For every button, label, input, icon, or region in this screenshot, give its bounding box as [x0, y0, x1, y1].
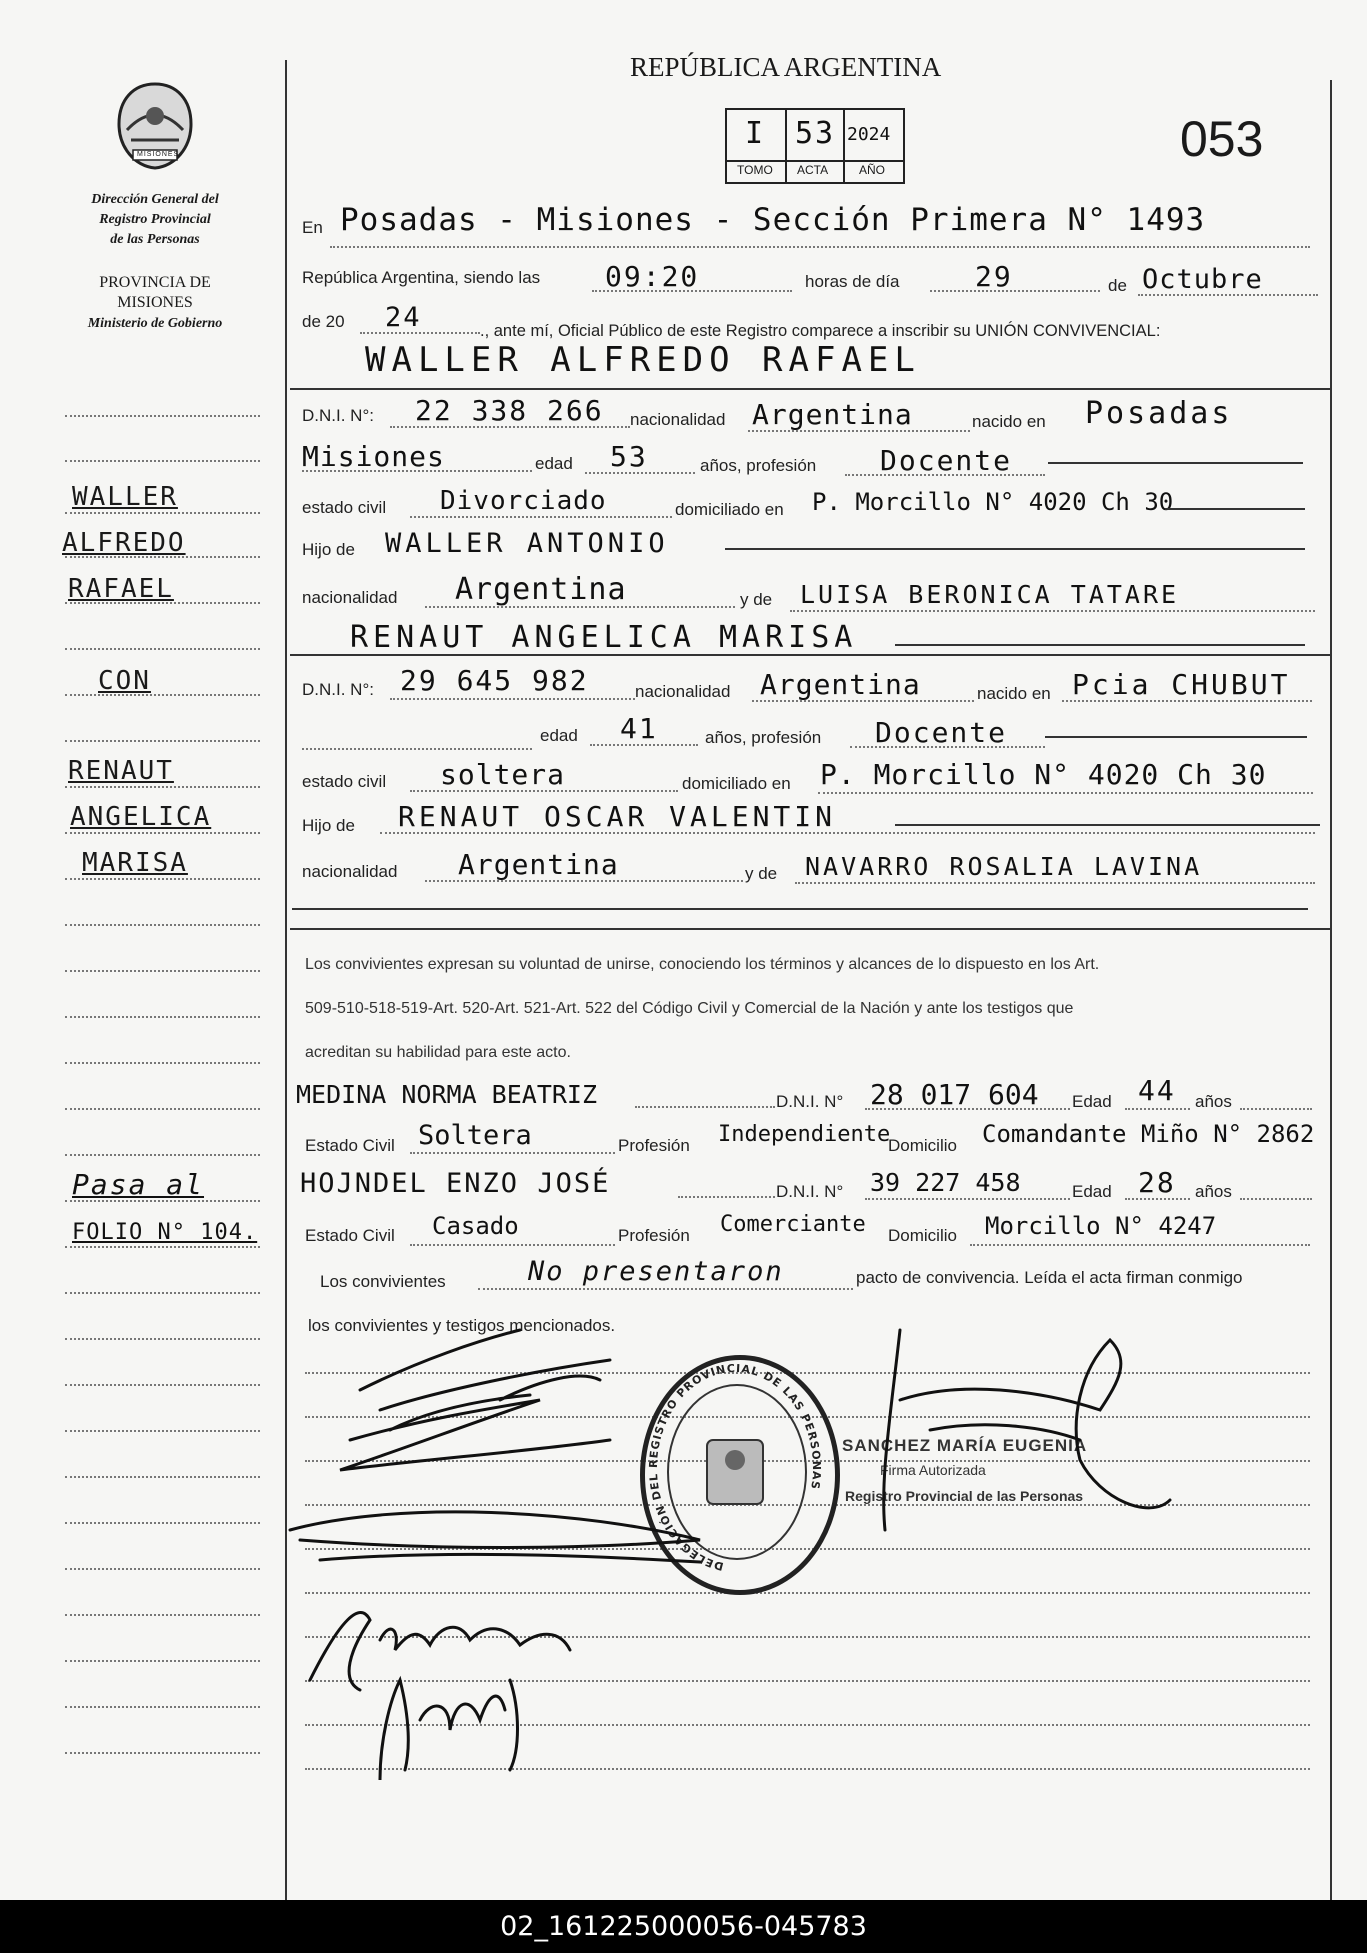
margin-dotted-line [65, 512, 260, 514]
act-number: 053 [1180, 111, 1264, 167]
margin-dotted-line [65, 1430, 260, 1432]
margin-dotted-line [65, 970, 260, 972]
w2-profesion-label: Profesión [618, 1226, 690, 1245]
w1-dni-label: D.N.I. N° [776, 1092, 844, 1111]
margin-dotted-line [65, 694, 260, 696]
p2-nationality: Argentina [760, 668, 921, 701]
p1-estado-label: estado civil [302, 498, 387, 517]
anio-label: AÑO [859, 163, 886, 177]
margin-p1-line1: WALLER [72, 482, 178, 512]
year-prefix: de 20 [302, 312, 345, 331]
p1-mother: LUISA BERONICA TATARE [800, 580, 1180, 609]
p2-birthplace: Pcia CHUBUT [1072, 668, 1291, 701]
p2-father-nac-label: nacionalidad [302, 862, 398, 881]
acta-label: ACTA [797, 163, 829, 177]
margin-dotted-line [65, 740, 260, 742]
closing-line-2: los convivientes y testigos mencionados. [308, 1316, 616, 1335]
p1-domicilio-label: domiciliado en [675, 500, 784, 519]
p2-father: RENAUT OSCAR VALENTIN [398, 800, 837, 833]
p1-dni-label: D.N.I. N°: [302, 406, 374, 425]
agency-line-1: Dirección General del [91, 192, 219, 207]
p1-profession: Docente [880, 444, 1013, 477]
p2-profession: Docente [875, 716, 1008, 749]
seal-label: MISIONES [137, 151, 180, 158]
p2-address: P. Morcillo N° 4020 Ch 30 [820, 758, 1267, 791]
day-value: 29 [975, 260, 1013, 293]
registry-box [725, 108, 905, 184]
witness2-name: HOJNDEL ENZO JOSÉ [300, 1168, 611, 1199]
margin-dotted-line [65, 460, 260, 462]
ante-text: ., ante mí, Oficial Público de este Registro comparece a inscribir su UNIÓN CONVIVENCIAL: [480, 322, 1161, 340]
margin-dotted-line [65, 1522, 260, 1524]
place-value: Posadas - Misiones - Sección Primera N° 1493 [340, 202, 1206, 238]
w2-dni-label: D.N.I. N° [776, 1182, 844, 1201]
p2-age: 41 [620, 712, 658, 745]
stamp-ring-text: DELEGACIÓN DEL REGISTRO PROVINCIAL DE LAS PERSONAS [646, 1361, 824, 1573]
anio-value: 2024 [847, 124, 891, 145]
p2-y-de-label: y de [745, 864, 778, 883]
province-line-2: MISIONES [117, 294, 193, 311]
margin-p1-line3: RAFAEL [68, 574, 174, 604]
w1-anos-label: años [1195, 1092, 1232, 1111]
p2-profesion-label: años, profesión [705, 728, 822, 747]
p2-father-nationality: Argentina [458, 848, 619, 881]
ministry: Ministerio de Gobierno [87, 316, 223, 331]
p1-birthplace-1: Posadas [1085, 396, 1233, 431]
p1-father-nationality: Argentina [455, 572, 627, 607]
margin-con: CON [98, 666, 151, 696]
en-label: En [302, 218, 323, 237]
witness2-age: 28 [1138, 1166, 1176, 1199]
p1-nacionalidad-label: nacionalidad [630, 410, 726, 429]
margin-dotted-line [65, 648, 260, 650]
p1-nacido-label: nacido en [972, 412, 1046, 431]
p2-nacionalidad-label: nacionalidad [635, 682, 731, 701]
w2-domicilio-label: Domicilio [888, 1226, 957, 1245]
witness1-dni: 28 017 604 [870, 1078, 1039, 1111]
margin-dotted-line [65, 1016, 260, 1018]
witness1-civil-status: Soltera [418, 1120, 532, 1151]
signature-1 [340, 1330, 610, 1470]
signature-2 [290, 1512, 700, 1562]
p1-father: WALLER ANTONIO [385, 528, 669, 559]
witness1-address: Comandante Miño N° 2862 [982, 1120, 1315, 1148]
month-value: Octubre [1142, 264, 1263, 295]
p1-civil-status: Divorciado [440, 486, 607, 516]
tomo-value: I [745, 116, 766, 151]
margin-dotted-line [65, 1752, 260, 1754]
margin-dotted-line [65, 1660, 260, 1662]
p1-y-de-label: y de [740, 590, 773, 609]
w1-profesion-label: Profesión [618, 1136, 690, 1155]
p1-hijo-label: Hijo de [302, 540, 355, 559]
p2-domicilio-label: domiciliado en [682, 774, 791, 793]
margin-dotted-line [65, 786, 260, 788]
document-code: 02_161225000056-045783 [0, 1900, 1367, 1953]
witness2-civil-status: Casado [432, 1212, 519, 1240]
year-suffix: 24 [385, 302, 422, 333]
person1-name: WALLER ALFREDO RAFAEL [365, 340, 921, 380]
margin-dotted-line [65, 1292, 260, 1294]
w2-estado-label: Estado Civil [305, 1226, 395, 1245]
margin-dotted-line [65, 1568, 260, 1570]
official-name: SANCHEZ MARÍA EUGENIA [842, 1436, 1088, 1455]
w2-edad-label: Edad [1072, 1182, 1112, 1201]
margin-dotted-line [65, 415, 260, 417]
country-title: REPÚBLICA ARGENTINA [630, 52, 942, 82]
p2-hijo-label: Hijo de [302, 816, 355, 835]
p2-dni-label: D.N.I. N°: [302, 680, 374, 699]
margin-dotted-line [65, 1062, 260, 1064]
time-value: 09:20 [605, 260, 700, 293]
p1-address: P. Morcillo N° 4020 Ch 30 [812, 488, 1174, 516]
witness2-dni: 39 227 458 [870, 1168, 1021, 1197]
margin-dotted-line [65, 1246, 260, 1248]
p1-nationality: Argentina [752, 398, 913, 431]
p2-mother: NAVARRO ROSALIA LAVINA [805, 852, 1203, 881]
p1-birthplace-2: Misiones [302, 440, 445, 473]
margin-dotted-line [65, 1338, 260, 1340]
closing-suffix: pacto de convivencia. Leída el acta firman conmigo [856, 1268, 1243, 1287]
margin-p2-line3: MARISA [82, 848, 188, 878]
witness1-name: MEDINA NORMA BEATRIZ [296, 1080, 598, 1109]
province-seal-icon [115, 80, 195, 172]
agency-line-3: de las Personas [110, 232, 200, 247]
tomo-label: TOMO [737, 163, 773, 177]
p1-edad-label: edad [535, 454, 573, 473]
p2-estado-label: estado civil [302, 772, 387, 791]
signature-3 [310, 1613, 570, 1691]
margin-p2-line1: RENAUT [68, 756, 174, 786]
margin-dotted-line [65, 1108, 260, 1110]
acta-value: 53 [795, 116, 836, 151]
margin-dotted-line [65, 832, 260, 834]
statement-line-1: Los convivientes expresan su voluntad de unirse, conociendo los términos y alcances de lo dispuesto en los Art. [305, 956, 1100, 973]
witness2-profession: Comerciante [720, 1212, 866, 1237]
margin-note-line1: Pasa al [72, 1168, 205, 1201]
w1-domicilio-label: Domicilio [888, 1136, 957, 1155]
margin-p1-line2: ALFREDO [62, 528, 186, 558]
signature-scribbles [280, 1300, 1340, 1780]
official-office: Registro Provincial de las Personas [845, 1488, 1084, 1504]
w1-estado-label: Estado Civil [305, 1136, 395, 1155]
margin-dotted-line [65, 1706, 260, 1708]
person2-name: RENAUT ANGELICA MARISA [350, 620, 858, 655]
p2-edad-label: edad [540, 726, 578, 745]
margin-dotted-line [65, 1476, 260, 1478]
margin-dotted-line [65, 924, 260, 926]
witness1-profession: Independiente [718, 1122, 891, 1147]
p1-father-nac-label: nacionalidad [302, 588, 398, 607]
p1-dni: 22 338 266 [415, 394, 604, 427]
signature-5 [884, 1330, 1170, 1530]
p2-civil-status: soltera [440, 758, 566, 791]
w2-anos-label: años [1195, 1182, 1232, 1201]
statement-line-3: acreditan su habilidad para este acto. [305, 1044, 571, 1061]
p1-profesion-label: años, profesión [700, 456, 817, 475]
p1-age: 53 [610, 440, 648, 473]
de-label: de [1108, 276, 1127, 295]
margin-note-line2: FOLIO N° 104. [72, 1220, 258, 1245]
siendo-label: República Argentina, siendo las [302, 268, 541, 287]
margin-dotted-line [65, 1154, 260, 1156]
statement-line-2: 509-510-518-519-Art. 520-Art. 521-Art. 522 del Código Civil y Comercial de la Nación y ante los testigos que [305, 1000, 1074, 1017]
signature-4 [380, 1680, 518, 1780]
margin-dotted-line [65, 1384, 260, 1386]
w1-edad-label: Edad [1072, 1092, 1112, 1111]
agency-line-2: Registro Provincial [99, 212, 211, 227]
p2-dni: 29 645 982 [400, 664, 589, 697]
p2-nacido-label: nacido en [977, 684, 1051, 703]
margin-dotted-line [65, 1614, 260, 1616]
margin-dotted-line [65, 878, 260, 880]
official-title: Firma Autorizada [880, 1462, 986, 1478]
closing-prefix: Los convivientes [320, 1272, 446, 1291]
province-line-1: PROVINCIA DE [99, 274, 211, 291]
closing-value: No presentaron [528, 1256, 784, 1287]
margin-p2-line2: ANGELICA [70, 802, 212, 832]
witness2-address: Morcillo N° 4247 [985, 1212, 1217, 1240]
horas-label: horas de día [805, 272, 900, 291]
witness1-age: 44 [1138, 1074, 1176, 1107]
